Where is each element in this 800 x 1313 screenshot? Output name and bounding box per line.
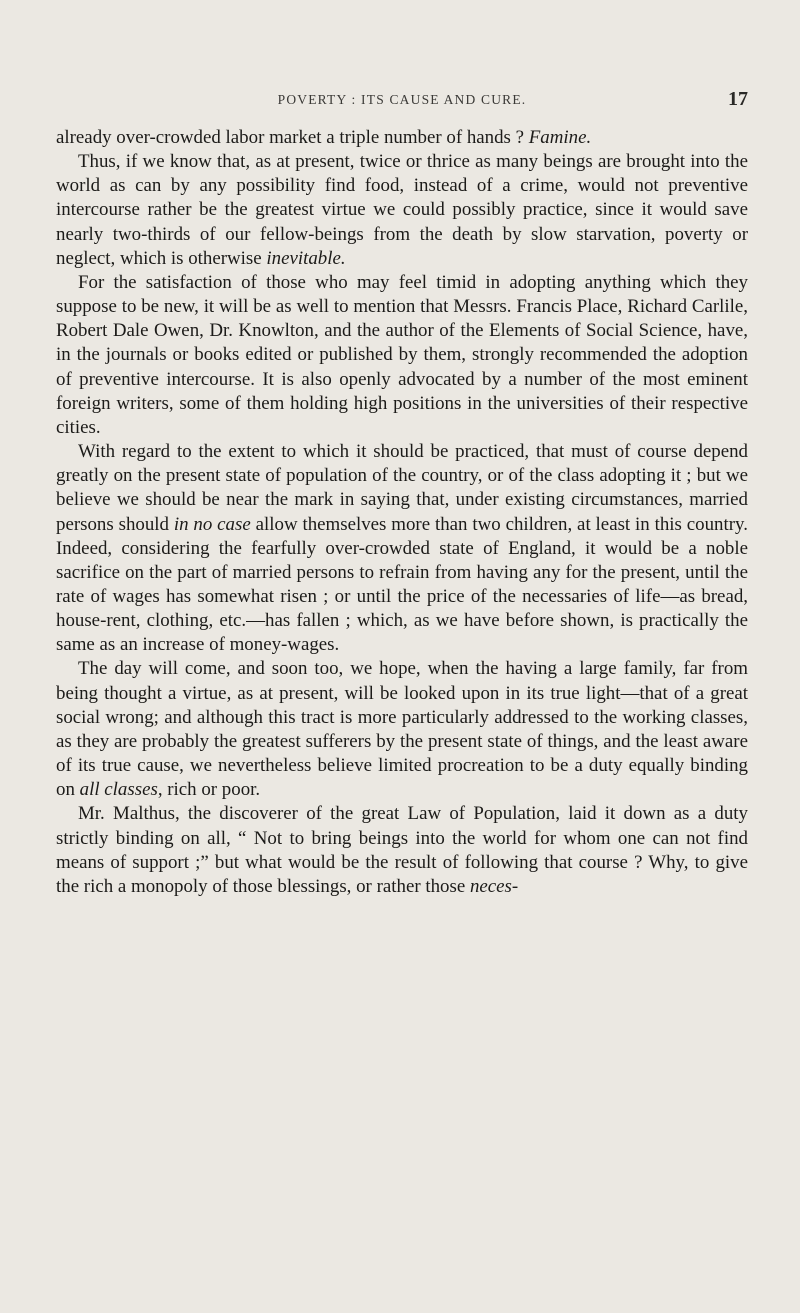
italic-text: in no case	[173, 513, 251, 535]
page-number: 17	[728, 88, 748, 110]
text-run: , rich or poor.	[157, 779, 261, 801]
paragraph	[56, 440, 748, 657]
text-run: For the satisfaction of those who may feel timid in adopting anything which they suppose to be new, it will be as well to mention that Messrs. Francis Place, Richard Carlile, Robert Dale Owen, Dr. Knowlton, and the author of the Elements of Social Science, have, in the journals or books edited or published by them, strongly recommended the adoption of preventive intercourse. It is also openly advocated by a number of the most eminent foreign writers, some of them holding high positions in the universities of their respective cities.	[56, 271, 748, 438]
italic-text: inevitable.	[266, 247, 346, 269]
text-run: allow themselves more than two children, at least in this country. Indeed, considering the fearfully over-crowded state of England, it would be a noble sacrifice on the part of married persons to refrain from having any for the present, until the rate of wages has somewhat risen ; or until the price of the necessaries of life—as bread, house-rent, clothing, etc.—has fallen ; which, as we have before shown, is practically the same as an increase of money-wages.	[56, 513, 748, 656]
text-run: already over-crowded labor market a triple number of hands ?	[56, 127, 529, 148]
text-run: With regard to the extent to which it should be practiced, that must of course depend greatly on the present state of population of the country, or of the class adopting it ; but we believe we should be near the mark in saying that, under existing circumstances, married persons should	[56, 441, 748, 535]
italic-text: Famine.	[528, 127, 592, 148]
paragraph	[56, 150, 748, 271]
paragraph	[56, 802, 748, 899]
italic-text: all classes	[79, 779, 158, 801]
paragraph	[56, 657, 748, 802]
body-text	[56, 126, 748, 899]
running-title: POVERTY : ITS CAUSE AND CURE.	[277, 92, 527, 107]
paragraph	[56, 126, 748, 150]
running-head	[56, 88, 748, 110]
text-run: The day will come, and soon too, we hope, when the having a large family, far from being thought a virtue, as at present, will be looked upon in its true light—that of a great social wrong; and although this tract is more particularly addressed to the working classes, as they are probably the greatest sufferers by the present state of things, and the least aware of its true cause, we nevertheless believe limited procreation to be a duty equally binding on	[56, 658, 748, 801]
paragraph	[56, 271, 748, 440]
text-run: Thus, if we know that, as at present, twice or thrice as many beings are brought into the world as can by any possibility find food, instead of a crime, would not preventive intercourse rather be the greatest virtue we could possibly practice, since it would save nearly two-thirds of our fellow-beings from the death by slow starvation, poverty or neglect, which is otherwise	[56, 151, 748, 269]
italic-text: neces-	[469, 875, 519, 897]
text-run: Mr. Malthus, the discoverer of the great Law of Population, laid it down as a duty strictly binding on all, “ Not to bring beings into the world for whom one can not find means of support ;” but what would be the result of following that course ? Why, to give the rich a monopoly of those blessings, or rather those	[56, 803, 748, 897]
